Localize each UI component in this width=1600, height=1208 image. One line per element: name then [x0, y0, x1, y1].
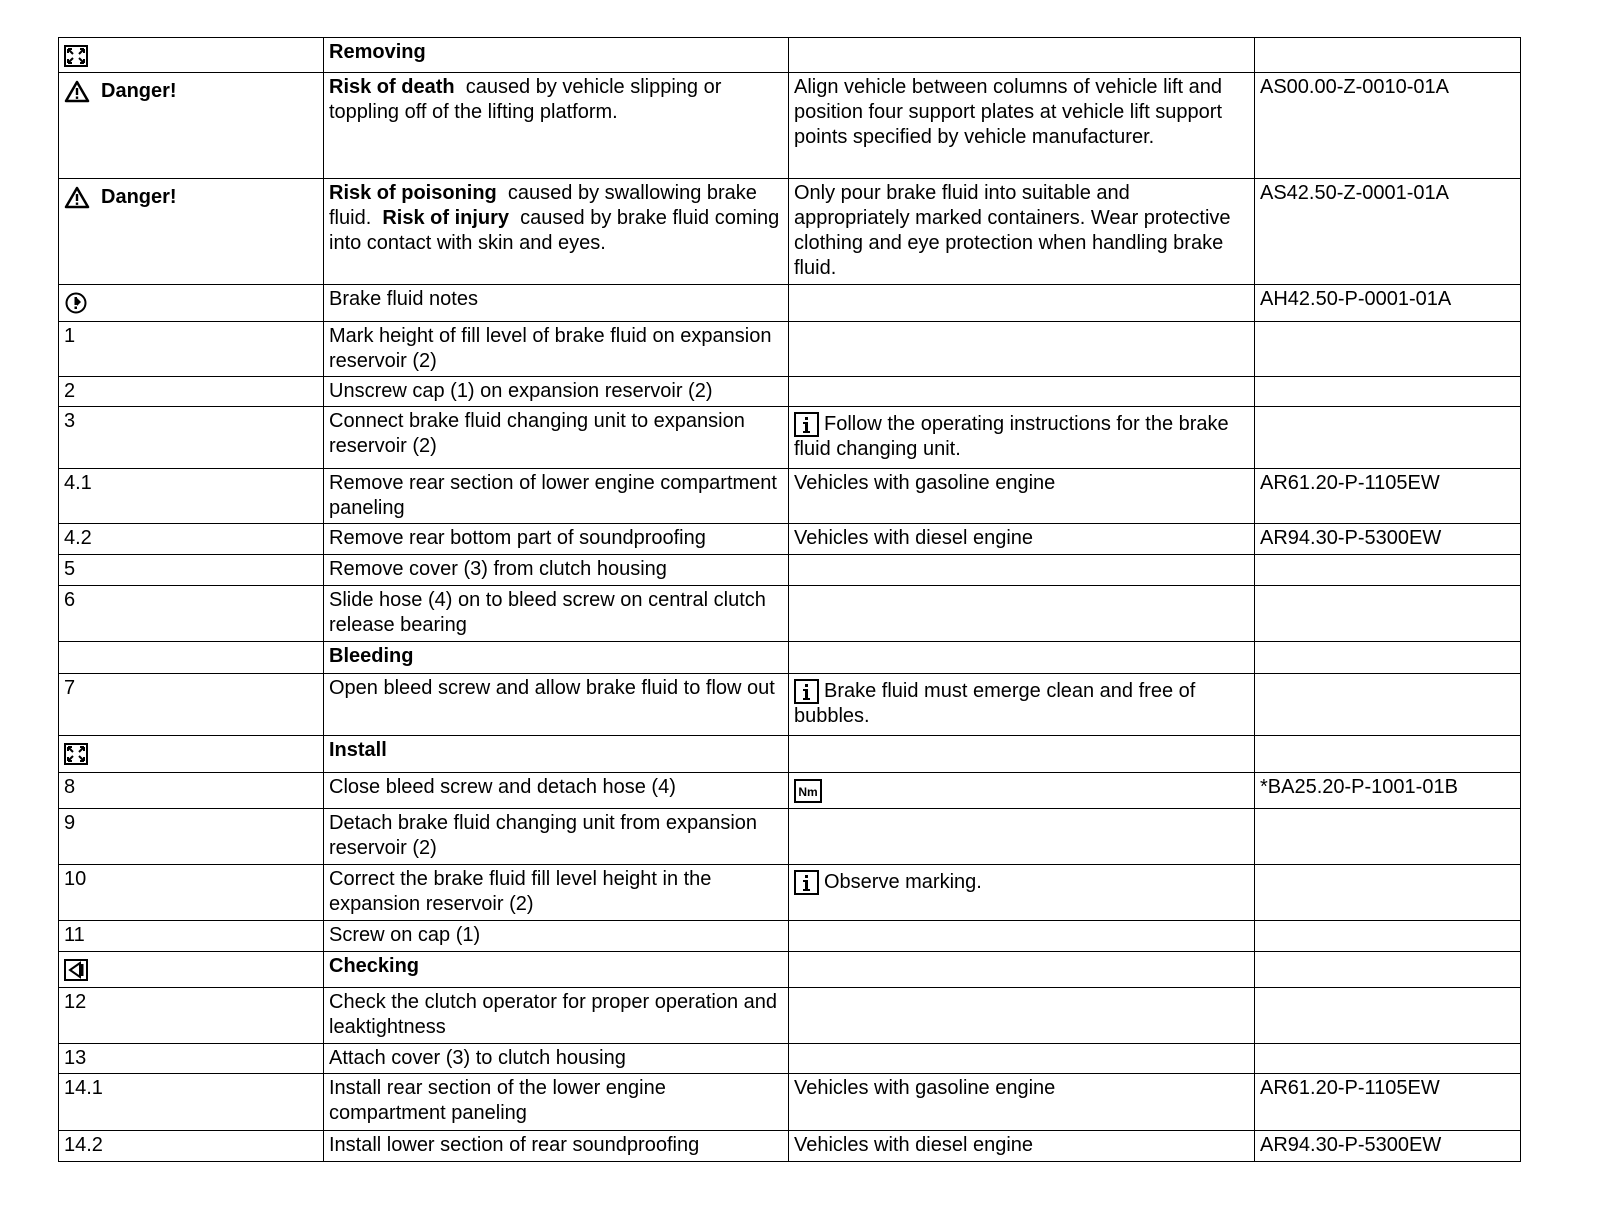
step-cell [59, 809, 324, 865]
step-cell [59, 179, 324, 285]
description-cell [324, 73, 789, 179]
step-cell [59, 1044, 324, 1074]
step-note: Vehicles with gasoline engine [794, 472, 1056, 494]
reference-cell [1255, 377, 1521, 407]
risk-heading: Risk of injury [382, 207, 510, 229]
step-description: Screw on cap (1) [329, 924, 481, 946]
step-cell [59, 322, 324, 377]
description-cell [324, 524, 789, 555]
reference-cell [1255, 952, 1521, 988]
description-cell [324, 921, 789, 952]
notes-cell [789, 865, 1255, 921]
table-row [59, 1131, 1521, 1162]
table-row [59, 469, 1521, 524]
reference-cell [1255, 1044, 1521, 1074]
step-cell [59, 865, 324, 921]
reference-cell [1255, 407, 1521, 469]
section-heading: Removing [329, 41, 426, 63]
reference-cell [1255, 773, 1521, 809]
step-description: Install rear section of the lower engine compartment paneling [329, 1077, 666, 1124]
step-number: 2 [64, 380, 76, 402]
document-reference: AH42.50-P-0001-01A [1260, 288, 1452, 310]
step-description: Mark height of fill level of brake fluid on expansion reservoir (2) [329, 325, 772, 372]
reference-cell [1255, 674, 1521, 736]
table-row [59, 809, 1521, 865]
table-row [59, 952, 1521, 988]
step-number: 14.2 [64, 1134, 103, 1156]
description-cell [324, 865, 789, 921]
notes-cell [789, 1131, 1255, 1162]
description-cell [324, 555, 789, 586]
svg-text:Nm: Nm [798, 784, 818, 799]
reference-cell [1255, 524, 1521, 555]
step-description: Slide hose (4) on to bleed screw on central clutch release bearing [329, 589, 766, 636]
notes-cell [789, 469, 1255, 524]
table-row [59, 736, 1521, 773]
step-cell [59, 1074, 324, 1131]
table-row [59, 524, 1521, 555]
step-description: Install lower section of rear soundproofing [329, 1134, 700, 1156]
notes-cell [789, 1044, 1255, 1074]
step-cell [59, 555, 324, 586]
description-cell [324, 1131, 789, 1162]
table-row [59, 642, 1521, 674]
step-number: 5 [64, 558, 76, 580]
document-reference: AR61.20-P-1105EW [1260, 1077, 1440, 1099]
step-description: Remove rear section of lower engine compartment paneling [329, 472, 777, 519]
description-cell [324, 1074, 789, 1131]
step-note: Align vehicle between columns of vehicle lift and position four support plates at vehicle lift support points specified by vehicle manufacturer. [794, 76, 1223, 148]
reference-cell [1255, 642, 1521, 674]
step-cell [59, 773, 324, 809]
step-description: Connect brake fluid changing unit to expansion reservoir (2) [329, 410, 745, 457]
step-number: 13 [64, 1047, 87, 1069]
notes-cell [789, 524, 1255, 555]
step-note: Vehicles with diesel engine [794, 1134, 1034, 1156]
step-cell [59, 524, 324, 555]
risk-text: caused by vehicle slipping or toppling off of the lifting platform. [329, 76, 727, 123]
section-heading: Checking [329, 955, 420, 977]
risk-heading: Risk of death [329, 76, 455, 98]
step-cell [59, 642, 324, 674]
disassembly-icon [64, 45, 88, 67]
notes-cell [789, 555, 1255, 586]
table-row [59, 586, 1521, 642]
notes-cell [789, 586, 1255, 642]
reference-cell [1255, 285, 1521, 322]
table-row [59, 1044, 1521, 1074]
assembly-icon [64, 743, 88, 765]
step-description: Attach cover (3) to clutch housing [329, 1047, 626, 1069]
description-cell [324, 407, 789, 469]
reference-cell [1255, 1074, 1521, 1131]
step-cell [59, 73, 324, 179]
danger-text: Danger! [101, 80, 177, 102]
danger-label [64, 79, 177, 104]
step-number: 10 [64, 868, 87, 890]
reference-cell [1255, 555, 1521, 586]
description-cell [324, 586, 789, 642]
notes-cell [789, 988, 1255, 1044]
step-note: Observe marking. [824, 871, 982, 893]
step-cell [59, 921, 324, 952]
warning-triangle-icon [64, 186, 90, 209]
notes-cell [789, 921, 1255, 952]
warning-triangle-icon [64, 80, 90, 103]
notes-cell [789, 322, 1255, 377]
step-description: Correct the brake fluid fill level height in the expansion reservoir (2) [329, 868, 712, 915]
document-reference: AR94.30-P-5300EW [1260, 1134, 1442, 1156]
description-cell [324, 988, 789, 1044]
step-cell [59, 736, 324, 773]
table-row [59, 73, 1521, 179]
reference-cell [1255, 469, 1521, 524]
reference-cell [1255, 988, 1521, 1044]
step-note: Follow the operating instructions for the brake fluid changing unit. [794, 413, 1229, 461]
step-description: Brake fluid notes [329, 288, 478, 310]
table-row [59, 921, 1521, 952]
step-cell [59, 1131, 324, 1162]
step-cell [59, 952, 324, 988]
table-row [59, 865, 1521, 921]
step-cell [59, 285, 324, 322]
danger-label [64, 185, 177, 210]
step-number: 1 [64, 325, 76, 347]
document-reference: AR61.20-P-1105EW [1260, 472, 1440, 494]
notes-cell [789, 736, 1255, 773]
info-icon [794, 412, 819, 437]
notes-cell [789, 179, 1255, 285]
danger-text: Danger! [101, 186, 177, 208]
step-description: Remove cover (3) from clutch housing [329, 558, 667, 580]
risk-text: caused by swallowing brake fluid. [329, 182, 763, 229]
notes-cell [789, 1074, 1255, 1131]
reference-cell [1255, 179, 1521, 285]
step-note: Vehicles with diesel engine [794, 527, 1034, 549]
table-row [59, 555, 1521, 586]
risk-heading: Risk of poisoning [329, 182, 497, 204]
notes-cell [789, 952, 1255, 988]
document-reference: *BA25.20-P-1001-01B [1260, 776, 1458, 798]
step-cell [59, 407, 324, 469]
table-row [59, 322, 1521, 377]
step-note: Vehicles with gasoline engine [794, 1077, 1056, 1099]
document-reference: AS42.50-Z-0001-01A [1260, 182, 1450, 204]
reference-cell [1255, 921, 1521, 952]
document-reference: AR94.30-P-5300EW [1260, 527, 1442, 549]
step-description: Detach brake fluid changing unit from expansion reservoir (2) [329, 812, 758, 859]
reference-cell [1255, 736, 1521, 773]
reference-cell [1255, 322, 1521, 377]
step-number: 7 [64, 677, 76, 699]
step-description: Remove rear bottom part of soundproofing [329, 527, 706, 549]
table-row [59, 377, 1521, 407]
description-cell [324, 773, 789, 809]
reference-cell [1255, 809, 1521, 865]
step-cell [59, 38, 324, 73]
description-cell [324, 1044, 789, 1074]
reference-cell [1255, 586, 1521, 642]
table-row [59, 988, 1521, 1044]
step-number: 3 [64, 410, 76, 432]
description-cell [324, 322, 789, 377]
table-row [59, 773, 1521, 809]
step-description: Unscrew cap (1) on expansion reservoir (2) [329, 380, 713, 402]
step-note: Brake fluid must emerge clean and free of bubbles. [794, 680, 1196, 728]
step-cell [59, 377, 324, 407]
step-description: Open bleed screw and allow brake fluid to flow out [329, 677, 775, 699]
step-note: Only pour brake fluid into suitable and appropriately marked containers. Wear protective clothing and eye protection when handling brake fluid. [794, 182, 1231, 279]
step-cell [59, 988, 324, 1044]
step-description: Check the clutch operator for proper operation and leaktightness [329, 991, 778, 1038]
notes-cell [789, 773, 1255, 809]
info-icon [794, 870, 819, 895]
notes-cell [789, 377, 1255, 407]
step-number: 12 [64, 991, 87, 1013]
description-cell [324, 179, 789, 285]
notes-cell [789, 73, 1255, 179]
step-description: Close bleed screw and detach hose (4) [329, 776, 676, 798]
table-row [59, 407, 1521, 469]
notes-cell [789, 674, 1255, 736]
description-cell [324, 38, 789, 73]
step-number: 11 [64, 924, 85, 946]
description-cell [324, 809, 789, 865]
description-cell [324, 674, 789, 736]
notes-cell [789, 38, 1255, 73]
table-row [59, 38, 1521, 73]
step-number: 9 [64, 812, 76, 834]
step-number: 14.1 [64, 1077, 103, 1099]
table-row [59, 179, 1521, 285]
reference-cell [1255, 73, 1521, 179]
reference-cell [1255, 38, 1521, 73]
section-heading: Bleeding [329, 645, 414, 667]
description-cell [324, 469, 789, 524]
reference-cell [1255, 1131, 1521, 1162]
description-cell [324, 377, 789, 407]
description-cell [324, 285, 789, 322]
document-reference: AS00.00-Z-0010-01A [1260, 76, 1450, 98]
notes-cell [789, 809, 1255, 865]
procedure-table [58, 37, 1521, 1162]
torque-icon [794, 779, 822, 803]
info-icon [794, 679, 819, 704]
step-cell [59, 674, 324, 736]
table-row [59, 674, 1521, 736]
step-number: 8 [64, 776, 76, 798]
table-row [59, 285, 1521, 322]
step-cell [59, 469, 324, 524]
notes-icon [64, 292, 88, 314]
reference-cell [1255, 865, 1521, 921]
checking-icon [64, 959, 88, 981]
description-cell [324, 952, 789, 988]
notes-cell [789, 407, 1255, 469]
description-cell [324, 736, 789, 773]
step-number: 4.1 [64, 472, 92, 494]
notes-cell [789, 642, 1255, 674]
section-heading: Install [329, 739, 387, 761]
step-number: 4.2 [64, 527, 92, 549]
notes-cell [789, 285, 1255, 322]
step-cell [59, 586, 324, 642]
description-cell [324, 642, 789, 674]
risk-text: caused by brake fluid coming into contact with skin and eyes. [329, 207, 785, 254]
step-number: 6 [64, 589, 76, 611]
table-row [59, 1074, 1521, 1131]
